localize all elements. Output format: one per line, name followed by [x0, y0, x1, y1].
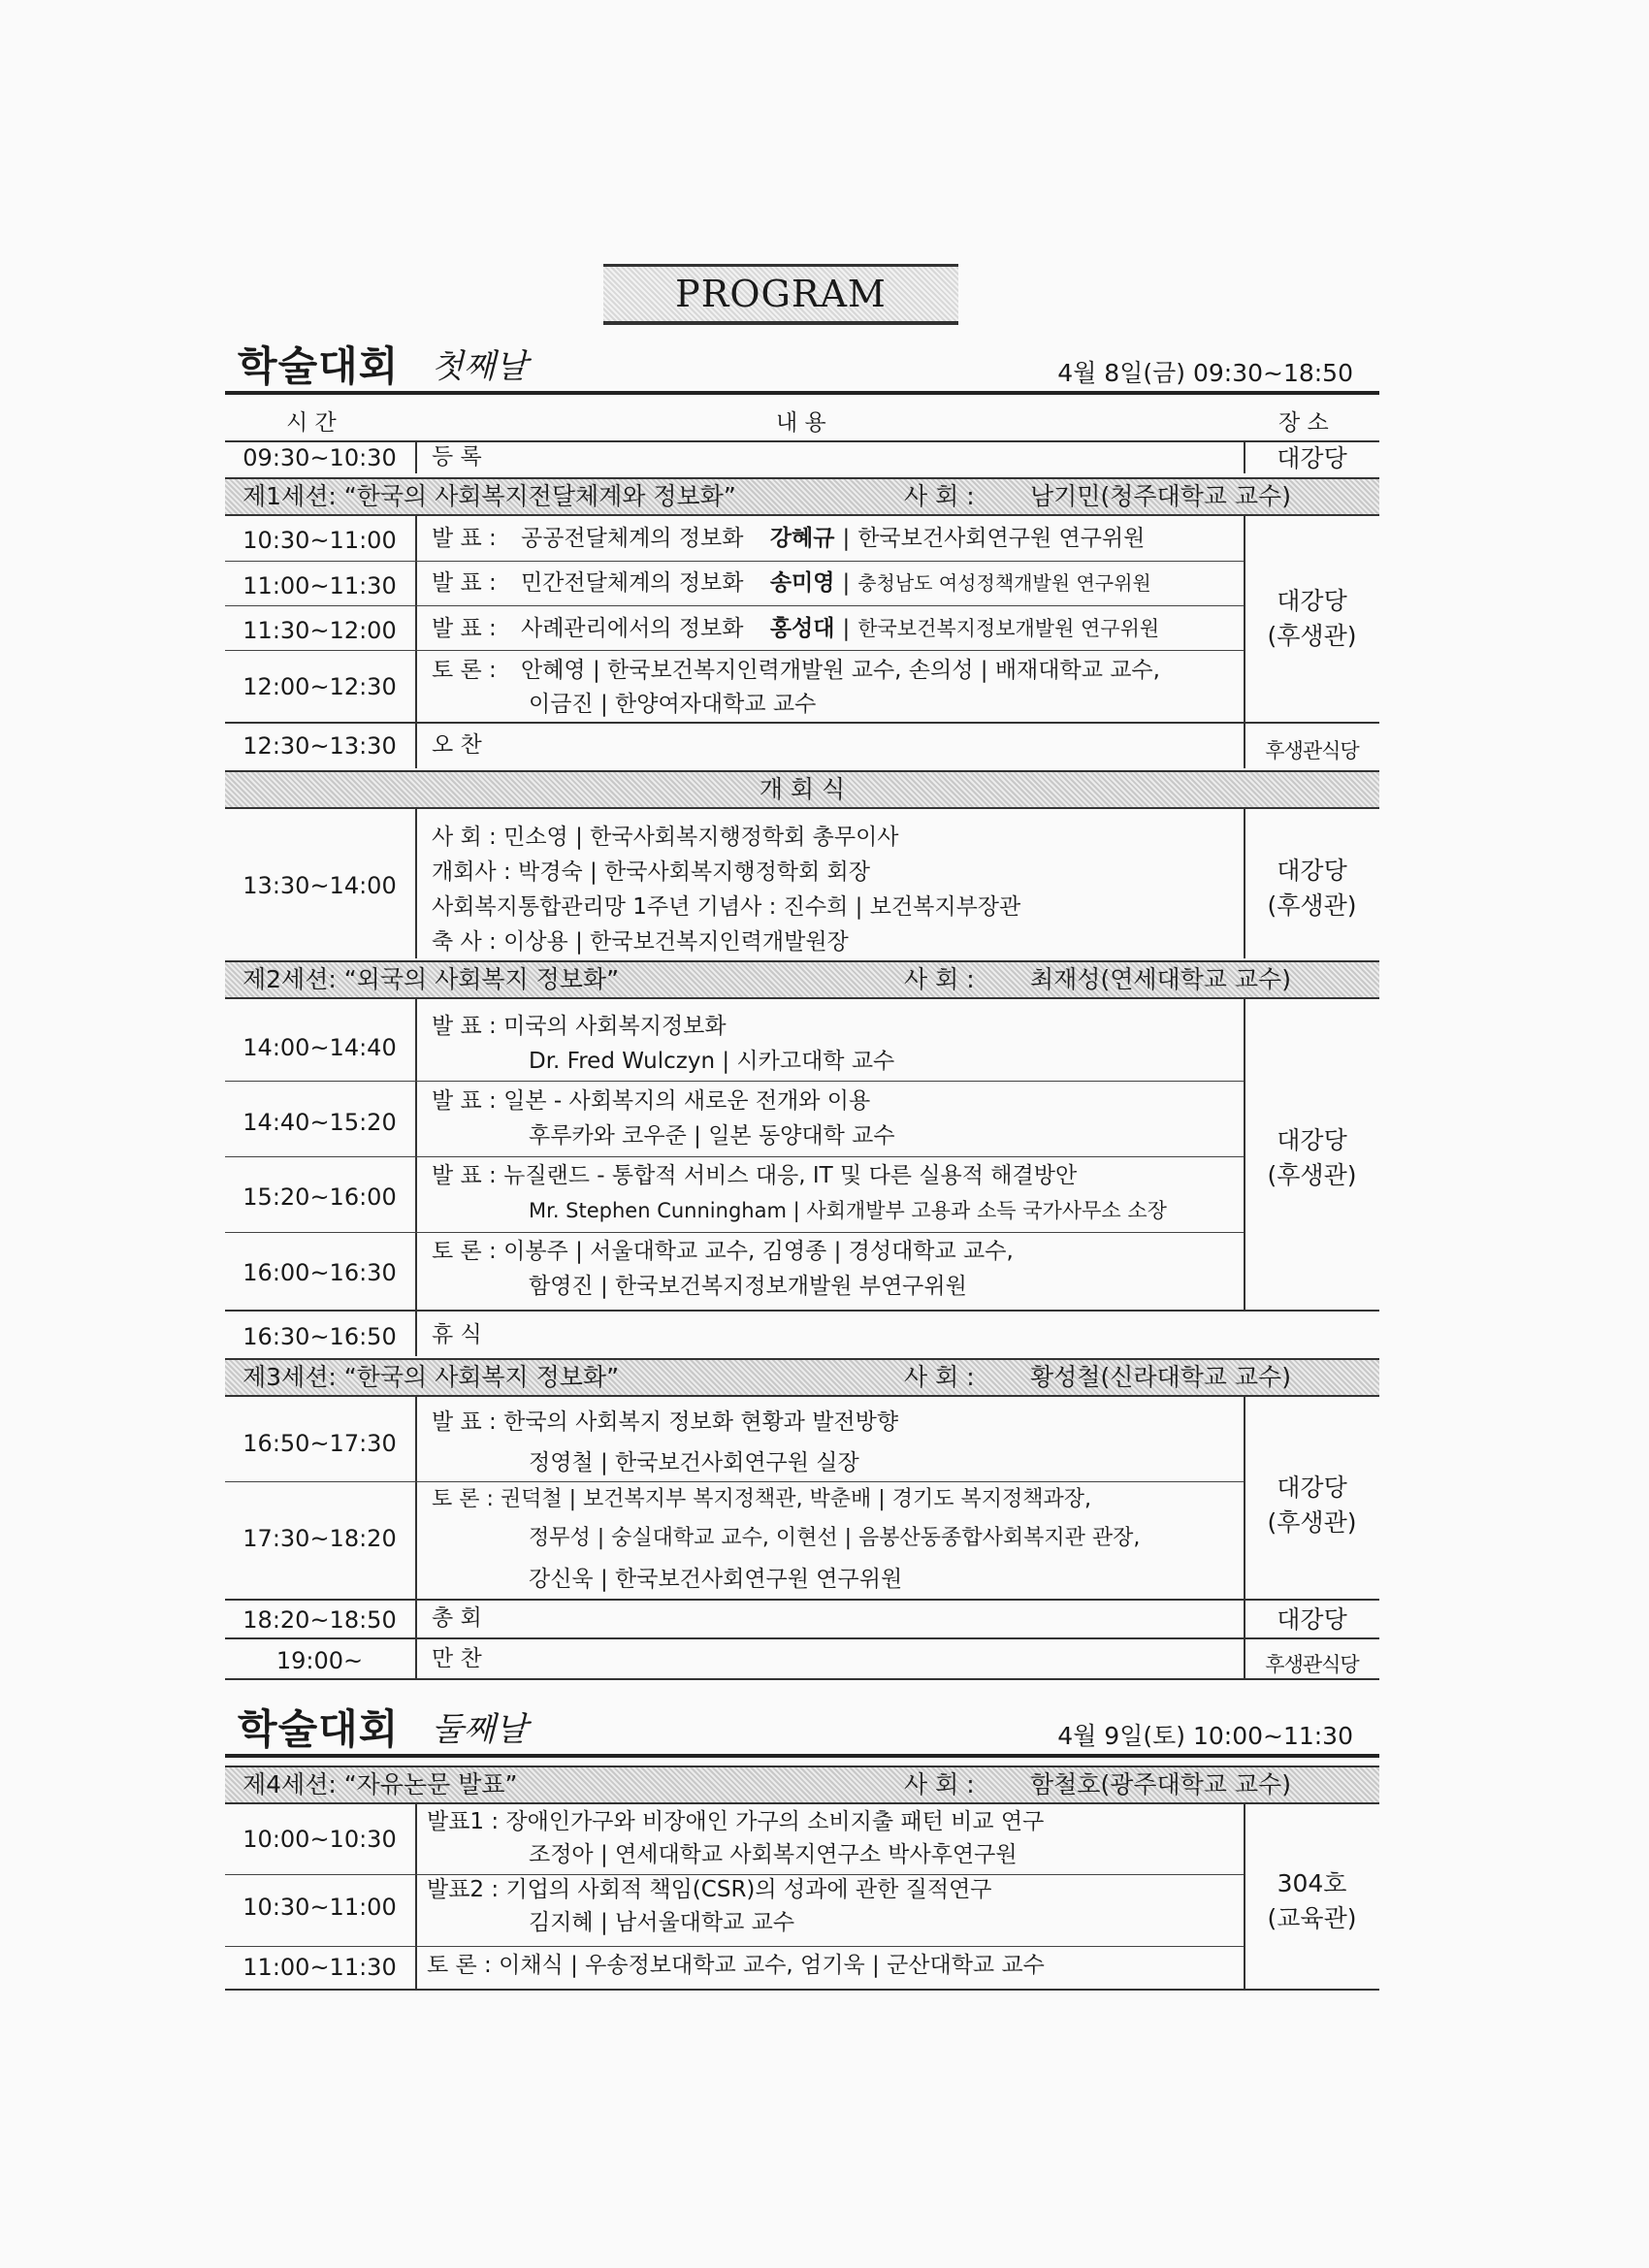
- rule: [225, 1232, 1244, 1233]
- break-text: 휴 식: [432, 1322, 482, 1347]
- col-divider: [415, 1804, 417, 1989]
- col-divider: [1244, 440, 1245, 473]
- col-divider: [415, 1639, 417, 1678]
- s2-row4-time: 16:00~16:30: [242, 1259, 397, 1286]
- s4-venue-2: (교육관): [1267, 1904, 1357, 1932]
- opening-line-3: 사회복지통합관리망 1주년 기념사 : 진수희 | 보건복지부장관: [432, 894, 1021, 920]
- s2-row3-time: 15:20~16:00: [242, 1183, 397, 1211]
- s2-row2-line2: 후루카와 코우준 | 일본 동양대학 교수: [529, 1123, 895, 1149]
- s1-row3-name: 홍성대: [769, 616, 835, 641]
- day2-title: 학술대회: [238, 1705, 400, 1753]
- dinner-text: 만 찬: [432, 1646, 482, 1671]
- opening-title: 개 회 식: [759, 775, 846, 803]
- s4-row3-line1: 토 론 : 이채식 | 우송정보대학교 교수, 엄기욱 | 군산대학교 교수: [427, 1953, 1045, 1978]
- s4-row1-time: 10:00~10:30: [242, 1826, 397, 1853]
- rule: [225, 1081, 1244, 1082]
- s2-row3-line2: Mr. Stephen Cunningham | 사회개발부 고용과 소득 국가사무소 소장: [529, 1199, 1167, 1222]
- s2-row1-line1: 발 표 : 미국의 사회복지정보화: [432, 1014, 727, 1039]
- s1-venue-2: (후생관): [1267, 622, 1357, 650]
- s4-row2-line1: 발표2 : 기업의 사회적 책임(CSR)의 성과에 관한 질적연구: [427, 1877, 992, 1902]
- s1-row3-aff: 한국보건복지정보개발원 연구위원: [857, 617, 1160, 640]
- day2-date: 4월 9일(토) 10:00~11:30: [1057, 1722, 1353, 1750]
- s3-venue: [1245, 1471, 1379, 1540]
- s1-row1-label: 발 표 :: [432, 526, 497, 551]
- s3-pres-time: 16:50~17:30: [242, 1430, 397, 1457]
- s3-venue-2: (후생관): [1267, 1508, 1357, 1537]
- rule: [225, 1678, 1379, 1680]
- s3-disc-time: 17:30~18:20: [242, 1525, 397, 1552]
- s3-disc-line1: 토 론 : 권덕철 | 보건복지부 복지정책관, 박춘배 | 경기도 복지정책과장,: [432, 1487, 1091, 1511]
- s4-row1-line2: 조정아 | 연세대학교 사회복지연구소 박사후연구원: [529, 1842, 1018, 1867]
- s4-row2-time: 10:30~11:00: [242, 1894, 397, 1921]
- rule: [225, 1481, 1244, 1482]
- rule: [225, 1754, 1379, 1758]
- opening-time: 13:30~14:00: [242, 872, 397, 899]
- s1-row1-name: 강혜규: [769, 526, 835, 551]
- s1-disc-line2: 이금진 | 한양여자대학교 교수: [529, 692, 817, 717]
- lunch-time: 12:30~13:30: [242, 732, 397, 760]
- col-divider: [415, 1601, 417, 1637]
- rule: [225, 1156, 1244, 1157]
- s3-disc-line3: 강신욱 | 한국보건사회연구원 연구위원: [529, 1567, 903, 1592]
- s1-row2-name: 송미영: [769, 570, 835, 596]
- rule: [225, 1989, 1379, 1991]
- opening-header: [225, 770, 1379, 809]
- s1-row2-label: 발 표 :: [432, 570, 497, 596]
- rule: [225, 1637, 1379, 1639]
- s2-venue-1: 대강당: [1277, 1126, 1347, 1154]
- s2-row3-line1: 발 표 : 뉴질랜드 - 통합적 서비스 대응, IT 및 다른 실용적 해결방안: [432, 1163, 1078, 1188]
- reg-venue: 대강당: [1277, 444, 1347, 472]
- s4-row3-time: 11:00~11:30: [242, 1954, 397, 1981]
- s2-venue: [1245, 1123, 1379, 1193]
- session3-title: 제3세션: “한국의 사회복지 정보화”: [242, 1363, 620, 1391]
- s1-row2: 발 표 : 민간전달체계의 정보화 송미영 | 충청남도 여성정책개발원 연구위원: [432, 567, 1151, 599]
- opening-venue-2: (후생관): [1267, 891, 1357, 920]
- s1-row2-topic: 민간전달체계의 정보화: [521, 570, 744, 596]
- day1-date: 4월 8일(금) 09:30~18:50: [1057, 359, 1353, 387]
- s3-pres-line1: 발 표 : 한국의 사회복지 정보화 현황과 발전방향: [432, 1409, 899, 1435]
- general-time: 18:20~18:50: [242, 1606, 397, 1634]
- s2-row1-time: 14:00~14:40: [242, 1034, 397, 1061]
- s1-disc-time: 12:00~12:30: [242, 673, 397, 700]
- rule: [225, 1946, 1244, 1947]
- s2-row1-line2: Dr. Fred Wulczyn | 시카고대학 교수: [529, 1049, 895, 1074]
- col-divider: [415, 809, 417, 958]
- s1-venue-1: 대강당: [1277, 587, 1347, 615]
- day2-subtitle: 둘째날: [432, 1710, 528, 1749]
- session1-header: [225, 477, 1379, 516]
- dinner-time: 19:00~: [275, 1647, 364, 1674]
- rule: [225, 1599, 1379, 1601]
- rule: [225, 391, 1379, 395]
- rule: [225, 561, 1244, 562]
- rule: [225, 650, 1244, 651]
- s4-row1-line1: 발표1 : 장애인가구와 비장애인 가구의 소비지출 패턴 비교 연구: [427, 1809, 1045, 1834]
- col-divider: [415, 724, 417, 768]
- col-divider: [415, 999, 417, 1310]
- session3-chair-label: 사 회 :: [904, 1363, 975, 1391]
- session4-title: 제4세션: “자유논문 발표”: [242, 1770, 518, 1798]
- s1-row1-topic: 공공전달체계의 정보화: [521, 526, 744, 551]
- header-time: 시 간: [286, 410, 337, 436]
- session2-header: [225, 960, 1379, 999]
- dinner-venue: 후생관식당: [1265, 1653, 1359, 1676]
- header-content: 내 용: [776, 410, 826, 436]
- reg-time: 09:30~10:30: [242, 444, 397, 471]
- s3-pres-line2: 정영철 | 한국보건사회연구원 실장: [529, 1450, 859, 1475]
- s3-venue-1: 대강당: [1277, 1474, 1347, 1502]
- break-time: 16:30~16:50: [242, 1323, 397, 1350]
- col-divider: [415, 1397, 417, 1599]
- s2-row4-line2: 함영진 | 한국보건복지정보개발원 부연구위원: [529, 1274, 967, 1299]
- session1-chair: 남기민(청주대학교 교수): [1030, 482, 1291, 510]
- rule: [225, 440, 1379, 442]
- rule: [225, 1310, 1379, 1312]
- session1-title: 제1세션: “한국의 사회복지전달체계와 정보화”: [242, 482, 736, 510]
- opening-line-4: 축 사 : 이상용 | 한국보건복지인력개발원장: [432, 929, 849, 955]
- session2-chair-label: 사 회 :: [904, 965, 975, 993]
- s3-disc-line2: 정무성 | 숭실대학교 교수, 이현선 | 음봉산동종합사회복지관 관장,: [529, 1526, 1141, 1550]
- lunch-venue: 후생관식당: [1265, 739, 1359, 762]
- s1-venue: [1245, 584, 1379, 654]
- opening-line-2: 개회사 : 박경숙 | 한국사회복지행정학회 회장: [432, 859, 870, 885]
- s1-row1: 발 표 : 공공전달체계의 정보화 강혜규 | 한국보건사회연구원 연구위원: [432, 523, 1145, 554]
- general-venue: 대강당: [1277, 1605, 1347, 1634]
- s2-row2-time: 14:40~15:20: [242, 1109, 397, 1136]
- day1-subtitle: 첫째날: [432, 347, 528, 386]
- s4-venue-1: 304호: [1277, 1869, 1347, 1897]
- lunch-text: 오 찬: [432, 732, 482, 758]
- s1-disc-line1: 안혜영 | 한국보건복지인력개발원 교수, 손의성 | 배재대학교 교수,: [521, 658, 1160, 683]
- s1-row1-aff: 한국보건사회연구원 연구위원: [857, 526, 1146, 551]
- day1-title: 학술대회: [238, 342, 400, 390]
- opening-line-1: 사 회 : 민소영 | 한국사회복지행정학회 총무이사: [432, 825, 899, 850]
- reg-text: 등 록: [432, 444, 482, 470]
- opening-venue: [1245, 854, 1379, 923]
- col-divider: [415, 440, 417, 473]
- session3-header: [225, 1358, 1379, 1397]
- col-divider: [415, 516, 417, 722]
- s4-row2-line2: 김지혜 | 남서울대학교 교수: [529, 1910, 795, 1935]
- s2-venue-2: (후생관): [1267, 1161, 1357, 1189]
- session1-chair-label: 사 회 :: [904, 482, 975, 510]
- session2-chair: 최재성(연세대학교 교수): [1030, 965, 1291, 993]
- opening-lines: [432, 820, 1020, 959]
- session4-chair-label: 사 회 :: [904, 1770, 975, 1798]
- session4-header: [225, 1766, 1379, 1804]
- s1-row2-aff: 충청남도 여성정책개발원 연구위원: [857, 571, 1151, 595]
- session2-title: 제2세션: “외국의 사회복지 정보화”: [242, 965, 620, 993]
- header-venue: 장 소: [1278, 410, 1329, 436]
- col-divider: [415, 1312, 417, 1356]
- s1-disc: [432, 655, 1160, 686]
- session4-chair: 함철호(광주대학교 교수): [1030, 1770, 1291, 1798]
- opening-venue-1: 대강당: [1277, 857, 1347, 885]
- s2-row4-line1: 토 론 : 이봉주 | 서울대학교 교수, 김영종 | 경성대학교 교수,: [432, 1239, 1014, 1264]
- s1-disc-label: 토 론 :: [432, 658, 497, 683]
- rule: [225, 605, 1244, 606]
- general-text: 총 회: [432, 1605, 482, 1631]
- rule: [225, 722, 1379, 724]
- s2-row2-line1: 발 표 : 일본 - 사회복지의 새로운 전개와 이용: [432, 1088, 871, 1114]
- s1-row3-topic: 사례관리에서의 정보화: [521, 616, 744, 641]
- s1-row3: 발 표 : 사례관리에서의 정보화 홍성대 | 한국보건복지정보개발원 연구위원: [432, 613, 1159, 644]
- s1-row3-time: 11:30~12:00: [242, 617, 397, 644]
- session3-chair: 황성철(신라대학교 교수): [1030, 1363, 1291, 1391]
- s1-row2-time: 11:00~11:30: [242, 572, 397, 599]
- program-title: PROGRAM: [603, 264, 958, 325]
- s4-venue: [1245, 1866, 1379, 1936]
- s1-row1-time: 10:30~11:00: [242, 527, 397, 554]
- s1-row3-label: 발 표 :: [432, 616, 497, 641]
